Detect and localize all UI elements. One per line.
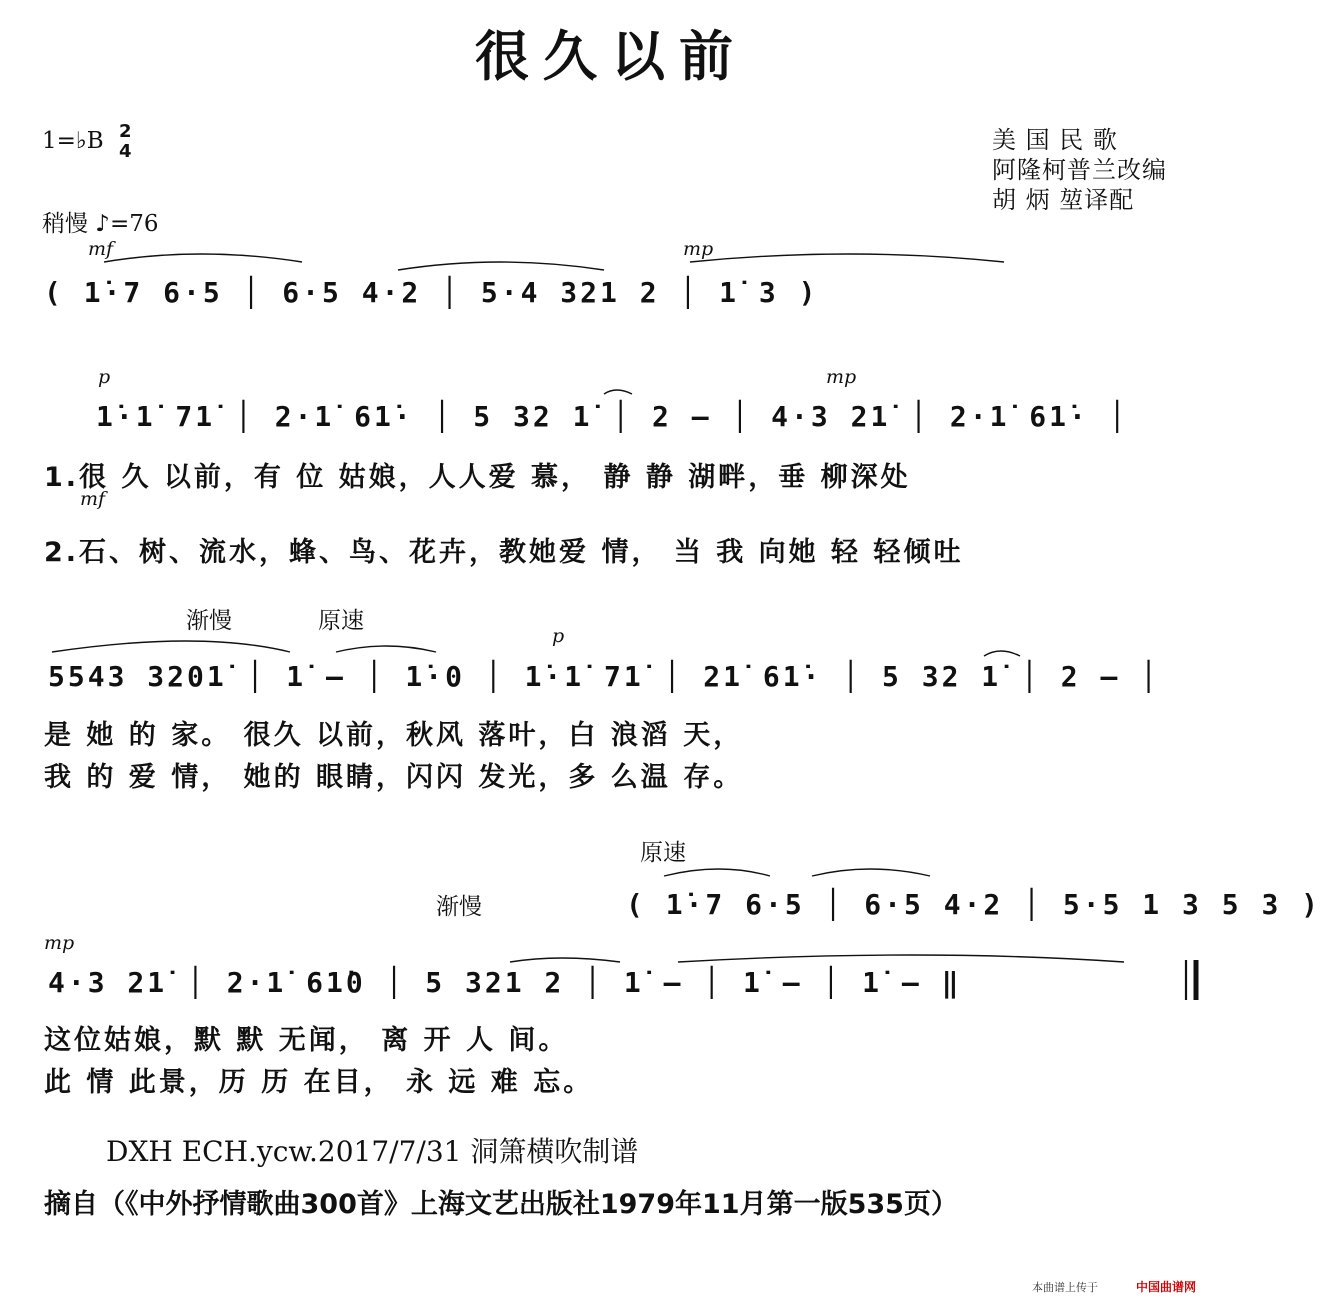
tempo-change: 渐慢	[436, 894, 482, 920]
slur	[678, 955, 1124, 962]
lyric-verse-2: 2.石、树、流水，蜂、鸟、花卉，教她爱 情， 当 我 向她 轻 轻倾吐	[44, 537, 964, 568]
tempo-marking: 稍慢 ♪=76	[42, 211, 159, 237]
tempo-change: 原速	[640, 840, 686, 866]
lyric-verse-2: 我 的 爱 情， 她的 眼睛，闪闪 发光，多 么温 存。	[44, 762, 744, 793]
footer-arranger: DXH ECH.ycw.2017/7/31 洞箫横吹制谱	[106, 1135, 639, 1168]
lyric-verse-1: 是 她 的 家。 很久 以前，秋风 落叶，白 浪滔 天，	[44, 720, 744, 751]
time-top: 2	[118, 121, 132, 142]
slur	[104, 254, 302, 262]
credit-origin: 美 国 民 歌	[992, 126, 1118, 154]
dynamic-mark: mp	[826, 366, 857, 388]
notation-line: 4·3 21̇ │ 2·1̇ 61̇0 │ 5 321 2 │ 1̇ – │ 1̇ – │ 1̇ – ‖	[48, 966, 962, 999]
dynamic-mark: p	[552, 625, 565, 647]
dynamic-mark: mf	[80, 488, 106, 510]
notation-line: 5543 3201̇ │ 1̇ – │ 1̇·0 │ 1̇·1̇ 71̇ │ 21̇ 61̇· │ 5 32 1̇ │ 2 – │	[48, 660, 1161, 693]
slur	[664, 869, 770, 876]
dynamic-mark: mp	[44, 932, 75, 954]
slur	[336, 646, 436, 652]
lyric-verse-2: 此 情 此景，历 历 在目， 永 远 难 忘。	[44, 1067, 594, 1098]
dynamic-mark: mf	[88, 238, 114, 260]
slur	[52, 641, 290, 652]
time-bottom: 4	[118, 141, 132, 162]
credit-arranger: 阿隆柯普兰改编	[992, 156, 1167, 184]
watermark-upload: 本曲谱上传于	[1032, 1281, 1098, 1294]
notation-line: 1̇·1̇ 71̇ │ 2·1̇ 61̇· │ 5 32 1̇ │ 2 – │ 4·3 21̇ │ 2·1̇ 61̇· │	[96, 400, 1129, 433]
slur	[690, 254, 1004, 262]
watermark-site: 中国曲谱网	[1136, 1280, 1197, 1294]
notation-line: ( 1̇·7 6·5 │ 6·5 4·2 │ 5·4 321 2 │ 1̇ 3 )	[44, 276, 819, 309]
page-title: 很久以前	[475, 25, 747, 88]
lyric-verse-1: 1.很 久 以前，有 位 姑娘，人人爱 慕， 静 静 湖畔，垂 柳深处	[44, 462, 911, 493]
slur	[604, 390, 632, 394]
slur	[812, 869, 930, 876]
lyric-verse-1: 这位姑娘，默 默 无闻， 离 开 人 间。	[44, 1025, 569, 1056]
slur	[510, 958, 620, 962]
footer-source: 摘自（《中外抒情歌曲300首》上海文艺出版社1979年11月第一版535页）	[44, 1189, 958, 1220]
tempo-change: 原速	[318, 608, 364, 634]
slur	[984, 651, 1020, 656]
key-label: 1=♭B	[42, 128, 104, 154]
notation-line: ( 1̇·7 6·5 │ 6·5 4·2 │ 5·5 1 3 5 3 )	[626, 888, 1321, 921]
dynamic-mark: p	[98, 366, 111, 388]
slur	[398, 262, 604, 270]
tempo-change: 渐慢	[186, 608, 232, 634]
credit-translator: 胡 炳 堃译配	[992, 186, 1135, 214]
dynamic-mark: mp	[683, 238, 714, 260]
